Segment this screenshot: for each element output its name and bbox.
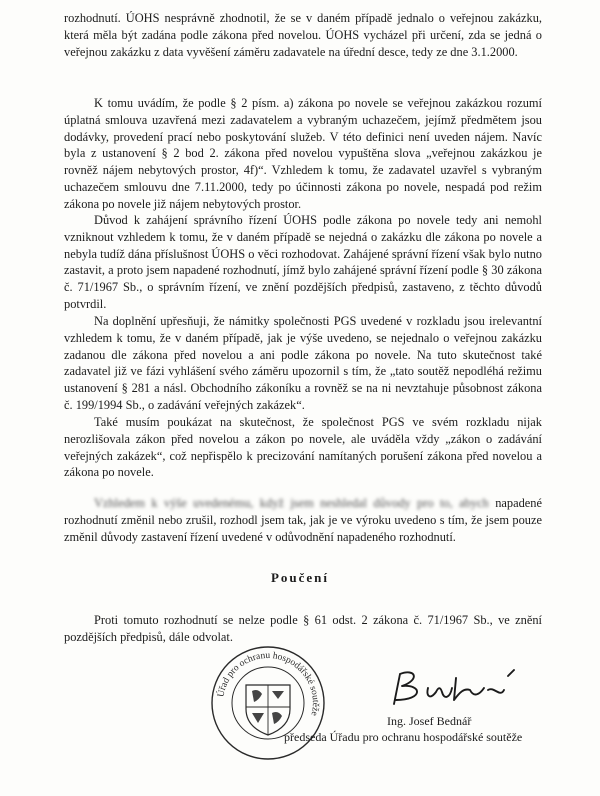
paragraph-4-text: Na doplnění upřesňuji, že námitky společnosti PGS uvedené v rozkladu jsou irelevantní vzhledem k tomu, že v daném případě, jak je výše uvedeno, se nejednalo o veřejnou zakázku zadanou dle zákona před novelou a ani podle zákona po novele. Na tuto skutečnost také zadavatel již ve fázi vyhlášení svého záměru upozornil s tím, že „tato soutěž nepodléhá režimu ustanovení § 281 a násl. Obchodního zákoníku a rovněž se na ni nevztahuje působnost zákona č. 199/1994 Sb., o zadávání veřejných zakázek“. <box>64 314 542 412</box>
paragraph-6 <box>64 495 542 545</box>
signer-role: předseda Úřadu pro ochranu hospodářské soutěže <box>284 730 523 744</box>
paragraph-1-text: rozhodnutí. ÚOHS nesprávně zhodnotil, že se v daném případě jednalo o veřejnou zakázku, která měla být zadána podle zákona před novelou. ÚOHS vycházel při určení, zda se jedná o veřejnou zakázku z data vyvěšení záměru zadavatele na úřední desce, tedy ze dne 3.1.2000. <box>64 11 542 59</box>
paragraph-2 <box>64 95 542 213</box>
section-heading: Poučení <box>270 570 330 585</box>
signer-name: Ing. Josef Bednář <box>387 714 472 728</box>
stamp-text: Úřad pro ochranu hospodářské soutěže <box>216 650 321 717</box>
paragraph-4 <box>64 313 542 414</box>
paragraph-6-text: napadené rozhodnutí změnil nebo zrušil, rozhodl jsem tak, jak je ve výroku uvedeno s tím, že jsem pouze změnil důvody zastavení řízení uvedené v odůvodnění napadeného rozhodnutí. <box>64 496 542 544</box>
paragraph-3-text: Důvod k zahájení správního řízení ÚOHS podle zákona po novele tedy ani nemohl vzniknout vzhledem k tomu, že v daném případě se nejedná o zakázku dle zákona po novele a nebyla tudíž dána příslušnost ÚOHS o věci rozhodovat. Zahájené správní řízení však bylo nutno zastavit, a proto jsem napadené rozhodnutí, jímž bylo zahájené správní řízení podle § 30 zákona č. 71/1967 Sb., o správním řízení, ve znění pozdějších předpisů, zastaveno, z těchto důvodů potvrdil. <box>64 213 542 311</box>
instruction-text: Proti tomuto rozhodnutí se nelze podle § 61 odst. 2 zákona č. 71/1967 Sb., ve znění pozdějších předpisů, dále odvolat. <box>64 613 542 644</box>
paragraph-3 <box>64 212 542 313</box>
instruction-paragraph <box>64 612 542 646</box>
paragraph-2-text: K tomu uvádím, že podle § 2 písm. a) zákona po novele se veřejnou zakázkou rozumí úplatná smlouva uzavřená mezi zadavatelem a vybraným uchazečem, jejímž předmětem jsou dodávky, provedení prací nebo poskytování služeb. V této definici není uveden nájem. Navíc byla z ustanovení § 2 bod 2. zákona před novelou vypuštěna slova „veřejnou zakázkou je rovněž nájem nebytových prostor, 4f)“. Vzhledem k tomu, že zadavatel uzavřel s vybraným uchazečem smlouvu dne 7.11.2000, tedy po účinnosti zákona po novele, nespadá pod režim zákona po novele již nájem nebytových prostor. <box>64 96 542 211</box>
handwritten-signature <box>380 662 540 710</box>
coat-of-arms-icon <box>246 685 290 735</box>
paragraph-1 <box>64 10 542 60</box>
blurred-text: Vzhledem k výše uvedenému, když jsem neshledal důvody pro to, abych <box>94 496 489 510</box>
paragraph-5-text: Také musím poukázat na skutečnost, že společnost PGS ve svém rozkladu nijak nerozlišovala zákon před novelou a zákon po novele, ale uváděla vždy „zákon o zadávání veřejných zakázek“, což nepřispělo k precizování namítaných porušení zákona před novelou a zákona po novele. <box>64 415 542 480</box>
paragraph-5 <box>64 414 542 481</box>
